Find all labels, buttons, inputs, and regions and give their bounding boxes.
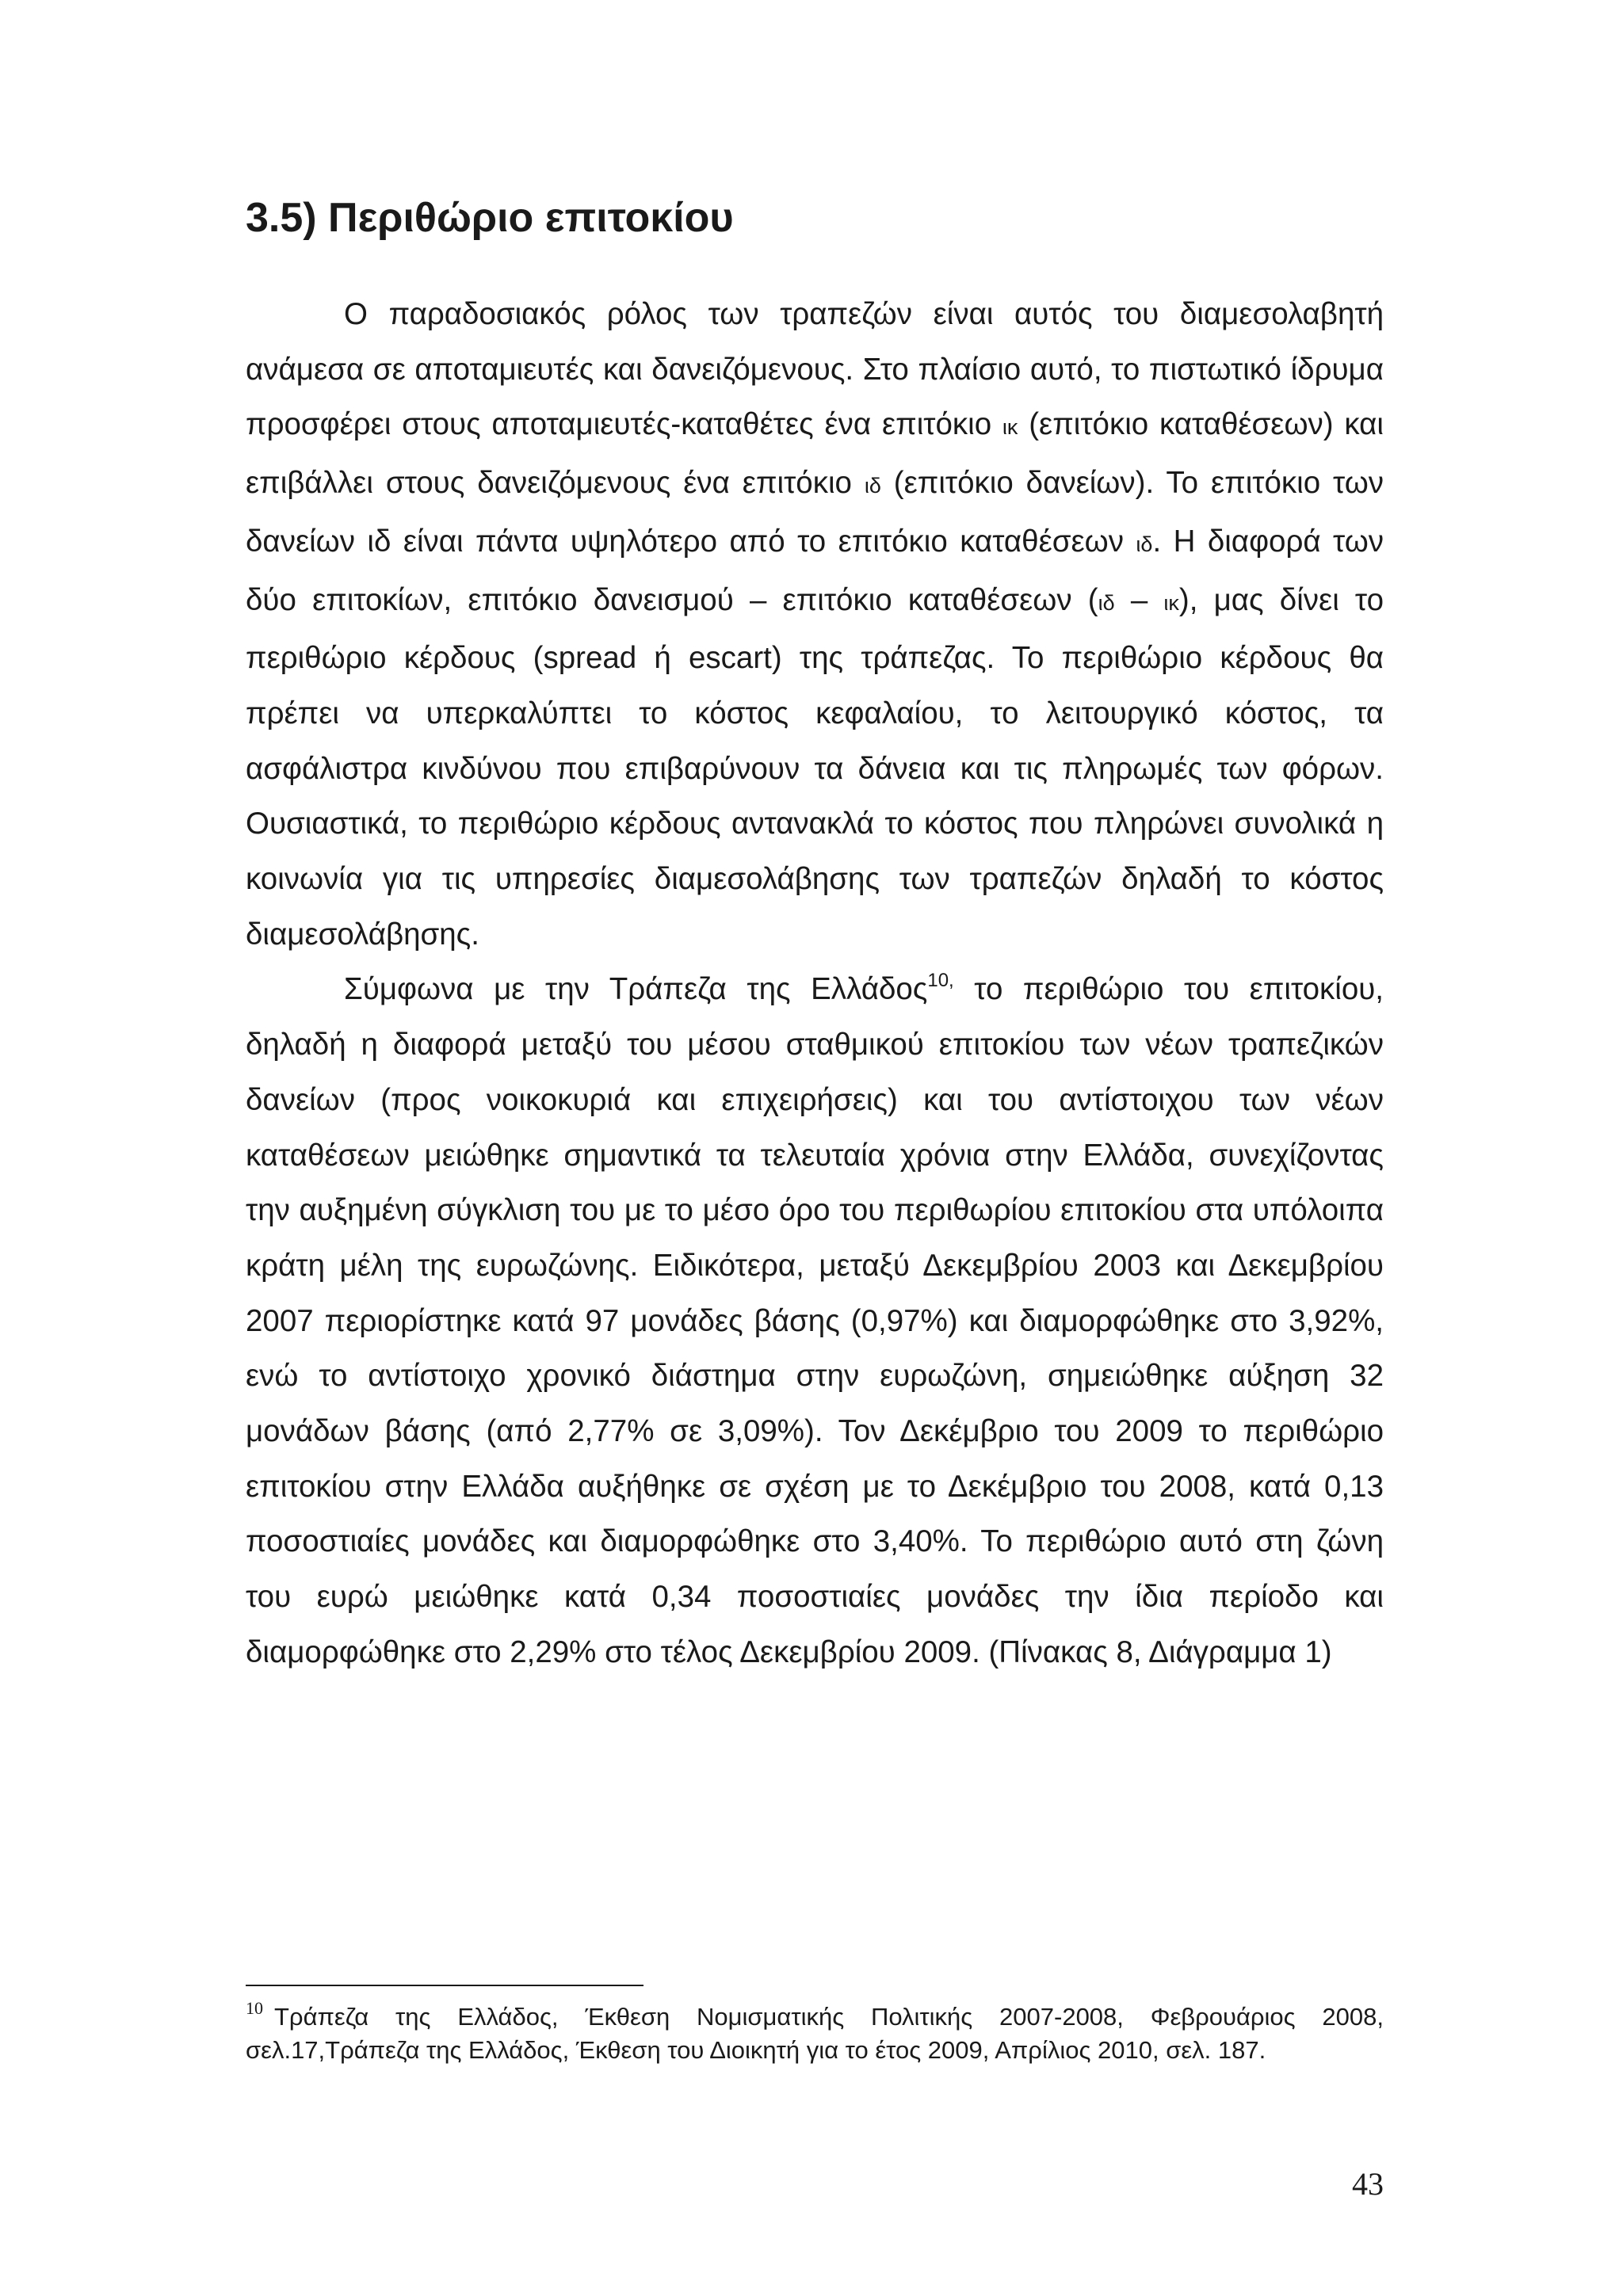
paragraph-text: Ο παραδοσιακός ρόλος των τραπεζών είναι αυτός του διαμεσολαβητή ανάμεσα σε αποταμιευτές και δανειζόμενους. Στο πλαίσιο αυτό, το πιστωτικό ίδρυμα προσφέρει στους αποταμιευτές-καταθέτες ένα επιτόκιο — [246, 297, 1384, 442]
body-text — [246, 287, 1384, 1680]
section-heading: 3.5) Περιθώριο επιτοκίου — [246, 195, 734, 241]
lending-rate-symbol: ιδ — [1098, 590, 1115, 615]
paragraph-text: ), μας δίνει το περιθώριο κέρδους (spread ή escart) της τράπεζας. Το περιθώριο κέρδους θα πρέπει να υπερκαλύπτει το κόστος κεφαλαίου, το λειτουργικό κόστος, τα ασφάλιστρα κινδύνου που επιβαρύνουν τα δάνεια και τις πληρωμές των φόρων. Ουσιαστικά, το περιθώριο κέρδους αντανακλά το κόστος που πληρώνει συνολικά η κοινωνία για τις υπηρεσίες διαμεσολάβησης των τραπεζών δηλαδή το κόστος διαμεσολάβησης. — [246, 582, 1384, 952]
footnote-reference[interactable]: 10, — [927, 970, 954, 992]
paragraph-text: – — [1114, 582, 1164, 617]
paragraph-text: (επιτόκιο δανείων). Το επιτόκιο των δανείων ιδ είναι πάντα υψηλότερο από το επιτόκιο καταθέσεων — [246, 466, 1384, 559]
paragraph-text: το περιθώριο του επιτοκίου, δηλαδή η διαφορά μεταξύ του μέσου σταθμικού επιτοκίου των νέων τραπεζικών δανείων (προς νοικοκυριά και επιχειρήσεις) και του αντίστοιχου των νέων καταθέσεων μειώθηκε σημαντικά τα τελευταία χρόνια στην Ελλάδα, συνεχίζοντας την αυξημένη σύγκλιση του με το μέσο όρο του περιθωρίου επιτοκίου στα υπόλοιπα κράτη μέλη της ευρωζώνης. Ειδικότερα, μεταξύ Δεκεμβρίου 2003 και Δεκεμβρίου 2007 περιορίστηκε κατά 97 μονάδες βάσης (0,97%) και διαμορφώθηκε στο 3,92%, ενώ το αντίστοιχο χρονικό διάστημα στην ευρωζώνη, σημειώθηκε αύξηση 32 μονάδων βάσης (από 2,77% σε 3,09%). Τον Δεκέμβριο του 2009 το περιθώριο επιτοκίου στην Ελλάδα αυξήθηκε σε σχέση με το Δεκέμβριο του 2008, κατά 0,13 ποσοστιαίες μονάδες και διαμορφώθηκε στο 3,40%. Το περιθώριο αυτό στη ζώνη του ευρώ μειώθηκε κατά 0,34 ποσοστιαίες μονάδες την ίδια περίοδο και διαμορφώθηκε στο 2,29% στο τέλος Δεκεμβρίου 2009. (Πίνακας 8, Διάγραμμα 1) — [246, 972, 1384, 1669]
page-number: 43 — [1352, 2166, 1384, 2202]
paragraph-text: . Η διαφορά των δύο επιτοκίων, επιτόκιο δανεισμού – επιτόκιο καταθέσεων ( — [246, 524, 1384, 617]
lending-rate-symbol: ιδ — [1136, 532, 1153, 556]
paragraph-intermediation — [246, 287, 1384, 962]
paragraph-text: (επιτόκιο καταθέσεων) και επιβάλλει στους δανειζόμενους ένα επιτόκιο — [246, 407, 1384, 501]
deposit-rate-symbol: ικ — [1002, 415, 1018, 440]
footnote-text: Τράπεζα της Ελλάδος, Έκθεση Νομισματικής Πολιτικής 2007-2008, Φεβρουάριος 2008, σελ.17,Τράπεζα της Ελλάδος, Έκθεση του Διοικητή για το έτος 2009, Απρίλιος 2010, σελ. 187. — [246, 2003, 1384, 2064]
paragraph-text: Σύμφωνα με την Τράπεζα της Ελλάδος — [344, 972, 928, 1007]
footnote-separator — [246, 1985, 643, 1986]
footnote-number: 10 — [246, 1998, 263, 2018]
lending-rate-symbol: ιδ — [864, 474, 881, 498]
footnote — [246, 2000, 1384, 2067]
deposit-rate-symbol: ικ — [1163, 590, 1179, 615]
paragraph-bank-of-greece — [246, 962, 1384, 1680]
